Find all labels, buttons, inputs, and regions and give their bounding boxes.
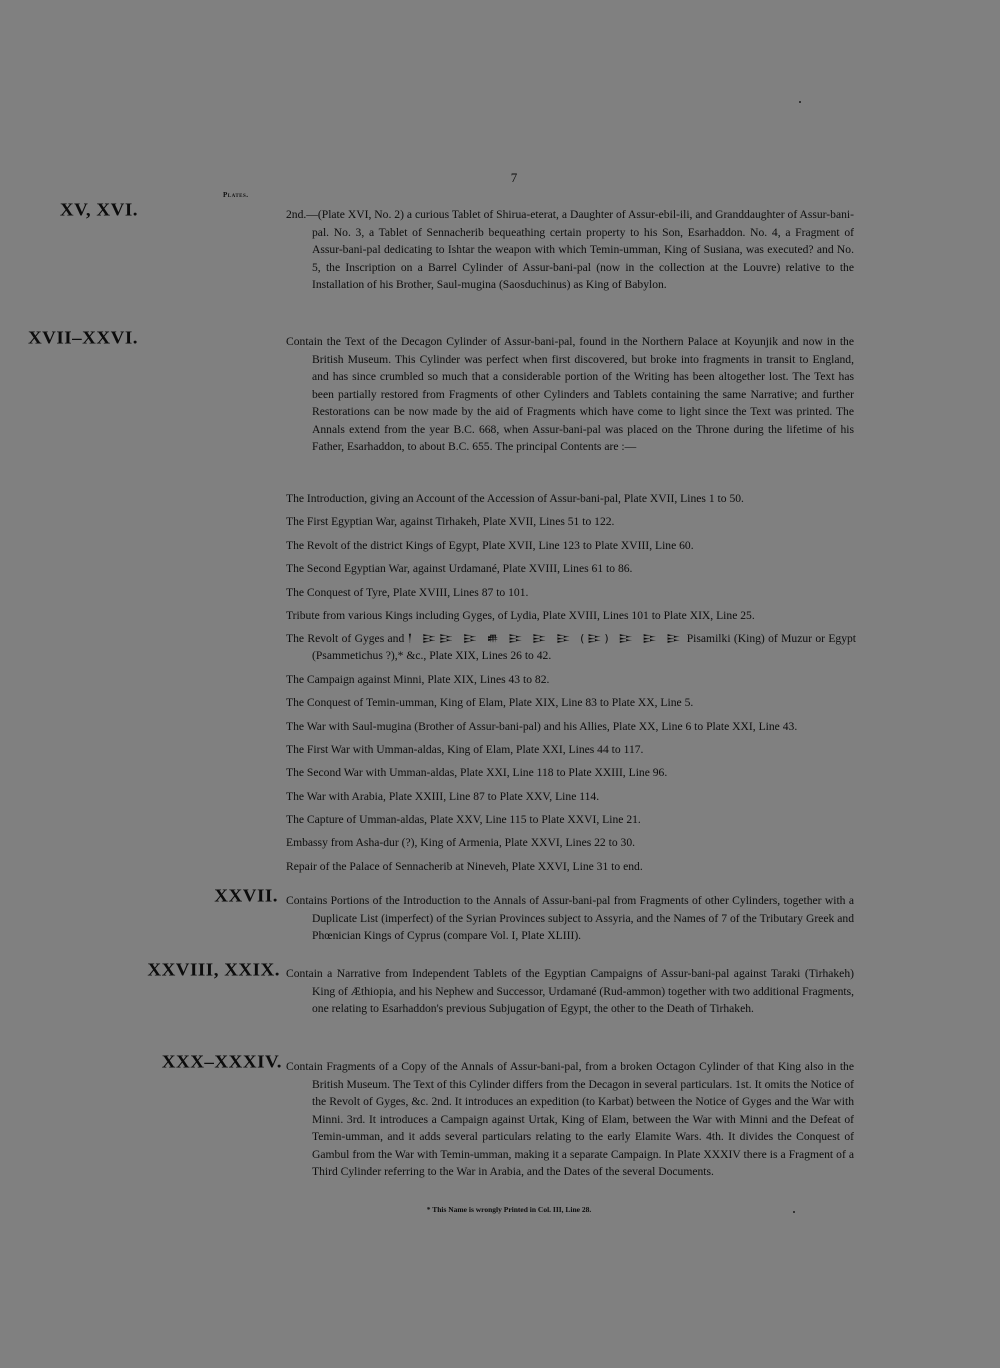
contents-item: The Capture of Umman-aldas, Plate XXV, Line 115 to Plate XXVI, Line 21.	[286, 813, 641, 827]
entry-paragraph: Contain Fragments of a Copy of the Annals of Assur-bani-pal, from a broken Octagon Cylinder of that King also in the British Museum. The Text of this Cylinder differs from the Decagon in several particulars. 1st. It omits the Notice of the Revolt of Gyges, &c. 2nd. It introduces an expedition (to Karbat) between the Notice of Gyges and the War with Minni. 3rd. It introduces a Campaign against Urtak, King of Elam, between the War with Minni and the Defeat of Temin-umman, and it adds several particulars relating to the early Elamite Wars. 4th. It divides the Conquest of Gambul from the War with Temin-umman, making it a separate Campaign. In Plate XXXIV there is a Fragment of a Third Cylinder referring to the War in Arabia, and the Dates of the several Documents.	[286, 1060, 854, 1178]
contents-item: The Conquest of Tyre, Plate XVIII, Lines 87 to 101.	[286, 585, 529, 599]
contents-item: The Campaign against Minni, Plate XIX, Lines 43 to 82.	[286, 672, 550, 686]
contents-item: Tribute from various Kings including Gyges, of Lydia, Plate XVIII, Lines 101 to Plate XIX, Line 25.	[286, 608, 755, 622]
principal-contents-list	[286, 490, 856, 881]
contents-item: The Second War with Umman-aldas, Plate XXI, Line 118 to Plate XXIII, Line 96.	[286, 766, 668, 780]
print-speck	[793, 1211, 795, 1213]
entry-paragraph: 2nd.—(Plate XVI, No. 2) a curious Tablet of Shirua-eterat, a Daughter of Assur-ebil-ili, and Granddaughter of Assur-bani-pal. No. 3, a Tablet of Sennacherib bequeathing certain property to his Son, Esarhaddon. No. 4, a Fragment of Assur-bani-pal dedicating to Ishtar the weapon with which Temin-umman, King of Susiana, was executed? and No. 5, the Inscription on a Barrel Cylinder of Assur-bani-pal (now in the collection at the Louvre) relative to the Installation of his Brother, Saul-mugina (Saosduchinus) as King of Babylon.	[286, 208, 854, 291]
entry-paragraph: Contain the Text of the Decagon Cylinder of Assur-bani-pal, found in the Northern Palace at Koyunjik and now in the British Museum. This Cylinder was perfect when first discovered, but broke into fragments in transit to England, and has since crumbled so much that a considerable portion of the Writing has been altogether lost. The Text has been partially restored from Fragments of other Cylinders and Tablets containing the same Narrative; and further Restorations can be now made by the aid of Fragments which have come to light since the Text was printed. The Annals extend from the year B.C. 668, when Assur-bani-pal was placed on the Throne during the lifetime of his Father, Esarhaddon, to about B.C. 655. The principal Contents are :—	[286, 335, 854, 453]
contents-item: Repair of the Palace of Sennacherib at Nineveh, Plate XXVI, Line 31 to end.	[286, 859, 643, 873]
contents-item: The War with Saul-mugina (Brother of Assur-bani-pal) and his Allies, Plate XX, Line 6 to Plate XXI, Line 43.	[286, 719, 798, 733]
plate-label: XXX–XXXIV.	[161, 1052, 282, 1073]
plate-label: XV, XVI.	[59, 200, 138, 221]
entry-text	[286, 892, 854, 945]
contents-item-gyges	[286, 630, 856, 664]
contents-item: The Second Egyptian War, against Urdamané, Plate XVIII, Lines 61 to 86.	[286, 562, 633, 576]
cuneiform-name: 𒁹 𒄿𒄿 𒄿 𒌑 𒄿 𒄿 𒄿 (𒄿) 𒄿 𒄿 𒄿	[407, 632, 684, 646]
contents-item-text: The Revolt of Gyges and	[286, 632, 405, 646]
entry-text	[286, 965, 854, 1018]
entry-text	[286, 1058, 854, 1181]
contents-item: The War with Arabia, Plate XXIII, Line 87 to Plate XXV, Line 114.	[286, 789, 600, 803]
contents-item: The Conquest of Temin-umman, King of Elam, Plate XIX, Line 83 to Plate XX, Line 5.	[286, 696, 694, 710]
entry-text	[286, 333, 854, 456]
contents-item: The Introduction, giving an Account of the Accession of Assur-bani-pal, Plate XVII, Lines 1 to 50.	[286, 492, 744, 505]
entry-xxviii-xxix	[0, 960, 860, 1040]
entry-text	[286, 206, 854, 294]
print-speck	[799, 101, 801, 103]
contents-item: The First War with Umman-aldas, King of Elam, Plate XXI, Lines 44 to 117.	[286, 742, 644, 756]
entry-xvii-xxvi	[0, 328, 860, 478]
footnote: * This Name is wrongly Printed in Col. III, Line 28.	[426, 1205, 592, 1214]
contents-item-continuation: Pisamilki (King) of Muzur or Egypt (Psammetichus ?),* &c., Plate XIX, Lines 26 to 42.	[312, 632, 857, 663]
plate-label: XXVII.	[214, 886, 278, 907]
plate-label: XXVIII, XXIX.	[147, 960, 280, 981]
entry-xxvii	[0, 886, 860, 956]
entry-xxx-xxxiv	[0, 1052, 860, 1202]
contents-item: The First Egyptian War, against Tirhakeh, Plate XVII, Lines 51 to 122.	[286, 515, 615, 529]
contents-item: Embassy from Asha-dur (?), King of Armenia, Plate XXVI, Lines 22 to 30.	[286, 836, 636, 850]
plate-label: XVII–XXVI.	[27, 328, 138, 349]
entry-xv-xvi	[0, 200, 860, 320]
page-number: 7	[510, 170, 518, 185]
entry-paragraph: Contain a Narrative from Independent Tablets of the Egyptian Campaigns of Assur-bani-pal against Taraki (Tirhakeh) King of Æthiopia, and his Nephew and Successor, Urdamané (Rud-ammon) together with two additional Fragments, one relating to Esarhaddon's previous Subjugation of Egypt, the other to the Death of Tirhakeh.	[286, 967, 854, 1015]
contents-item: The Revolt of the district Kings of Egypt, Plate XVII, Line 123 to Plate XVIII, Line 60.	[286, 538, 694, 552]
plates-heading: Plates.	[223, 191, 249, 199]
entry-paragraph: Contains Portions of the Introduction to the Annals of Assur-bani-pal from Fragments of other Cylinders, together with a Duplicate List (imperfect) of the Syrian Provinces subject to Assyria, and the Names of 7 of the Tributary Greek and Phœnician Kings of Cyprus (compare Vol. I, Plate XLIII).	[286, 894, 854, 942]
